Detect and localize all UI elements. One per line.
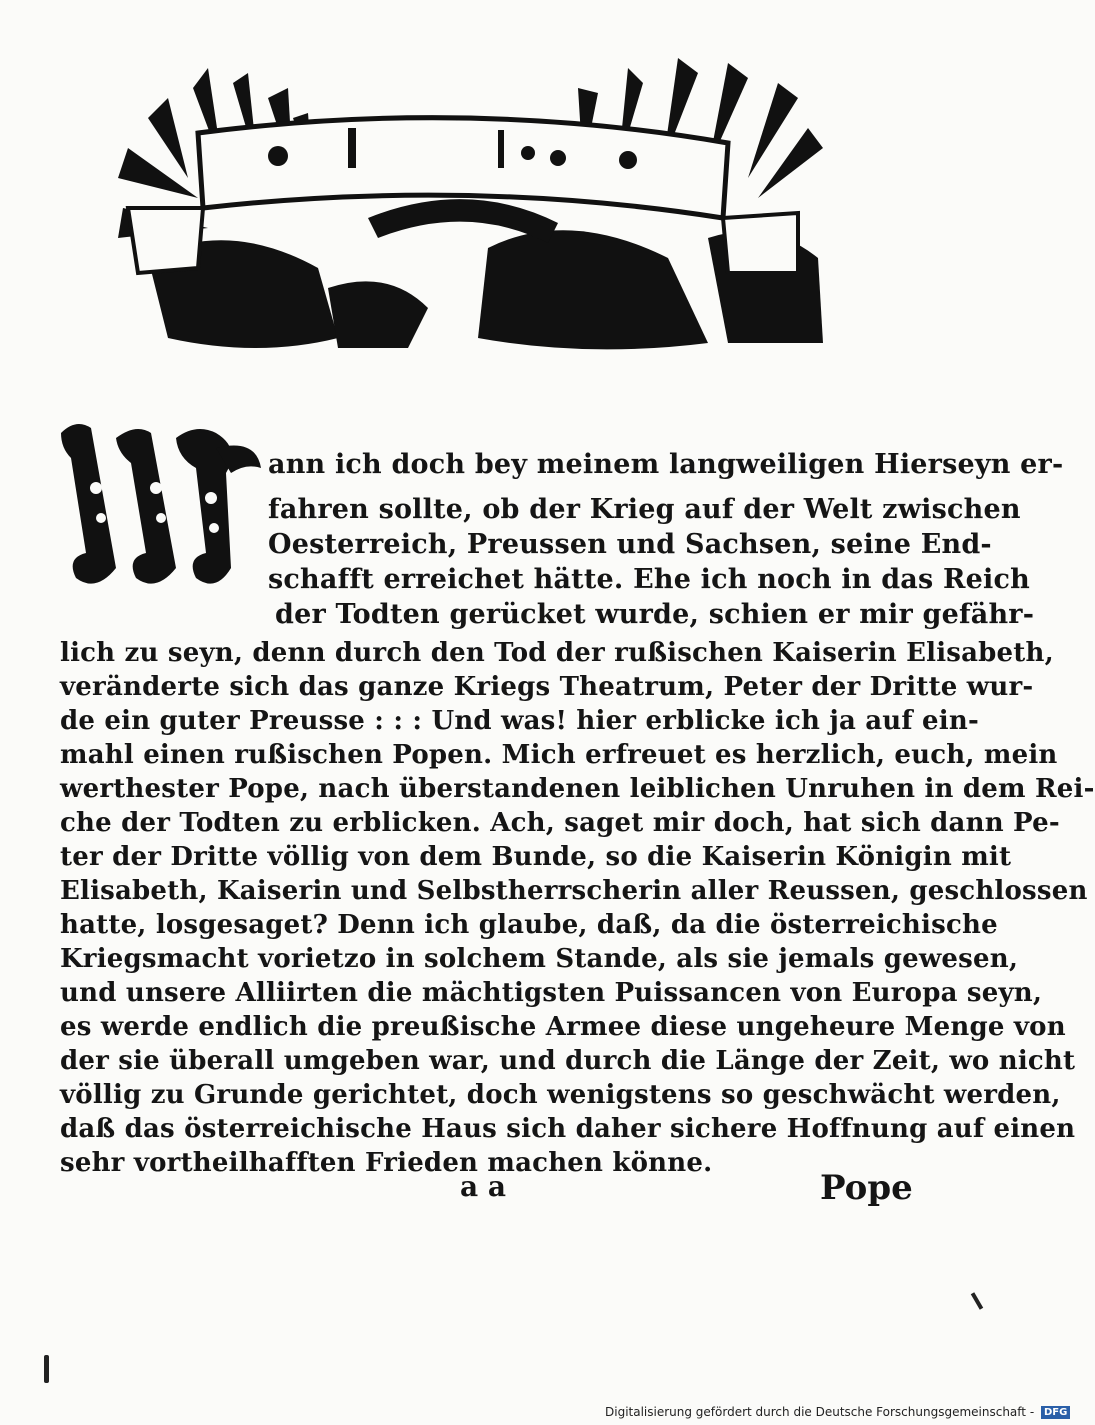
digitization-footer	[605, 1405, 1070, 1419]
text-line: werthester Pope, nach überstandenen leiblichen Unruhen in dem Rei-	[60, 774, 1095, 804]
text-line: Kriegsmacht vorietzo in solchem Stande, als sie jemals gewesen,	[60, 944, 1019, 974]
text-line: veränderte sich das ganze Kriegs Theatrum, Peter der Dritte wur-	[60, 672, 1034, 702]
decorative-vignette	[108, 58, 828, 358]
text-line: sehr vortheilhafften Frieden machen könne.	[60, 1148, 713, 1178]
text-line: und unsere Alliirten die mächtigsten Puissancen von Europa seyn,	[60, 978, 1043, 1008]
text-line: der Todten gerücket wurde, schien er mir gefähr-	[275, 599, 1035, 630]
text-line: daß das österreichische Haus sich daher sichere Hoffnung auf einen	[60, 1114, 1076, 1144]
text-line: Elisabeth, Kaiserin und Selbstherrscherin aller Reussen, geschlossen	[60, 876, 1088, 906]
signature-mark: a a	[460, 1170, 507, 1203]
footer-text: Digitalisierung gefördert durch die Deutsche Forschungsgemeinschaft -	[605, 1405, 1035, 1419]
text-line: der sie überall umgeben war, und durch die Länge der Zeit, wo nicht	[60, 1046, 1076, 1076]
text-line: völlig zu Grunde gerichtet, doch wenigstens so geschwächt werden,	[60, 1080, 1061, 1110]
text-line: mahl einen rußischen Popen. Mich erfreuet es herzlich, euch, mein	[60, 740, 1058, 770]
catchword: Pope	[820, 1168, 913, 1208]
text-line: che der Todten zu erblicken. Ach, saget mir doch, hat sich dann Pe-	[60, 808, 1060, 838]
margin-mark	[44, 1355, 49, 1383]
margin-mark	[971, 1292, 983, 1310]
text-line: fahren sollte, ob der Krieg auf der Welt zwischen	[268, 494, 1021, 525]
dfg-logo: DFG	[1041, 1406, 1070, 1419]
text-line: ter der Dritte völlig von dem Bunde, so die Kaiserin Königin mit	[60, 842, 1012, 872]
text-line: de ein guter Preusse : : : Und was! hier erblicke ich ja auf ein-	[60, 706, 979, 736]
text-line: lich zu seyn, denn durch den Tod der rußischen Kaiserin Elisabeth,	[60, 638, 1054, 668]
text-line: hatte, losgesaget? Denn ich glaube, daß, da die österreichische	[60, 910, 998, 940]
text-line: es werde endlich die preußische Armee diese ungeheure Menge von	[60, 1012, 1066, 1042]
text-line: Oesterreich, Preussen und Sachsen, seine End-	[268, 529, 992, 560]
text-line: ann ich doch bey meinem langweiligen Hierseyn er-	[268, 449, 1064, 480]
text-line: schafft erreichet hätte. Ehe ich noch in das Reich	[268, 564, 1030, 595]
decorated-initial-W	[56, 418, 266, 596]
